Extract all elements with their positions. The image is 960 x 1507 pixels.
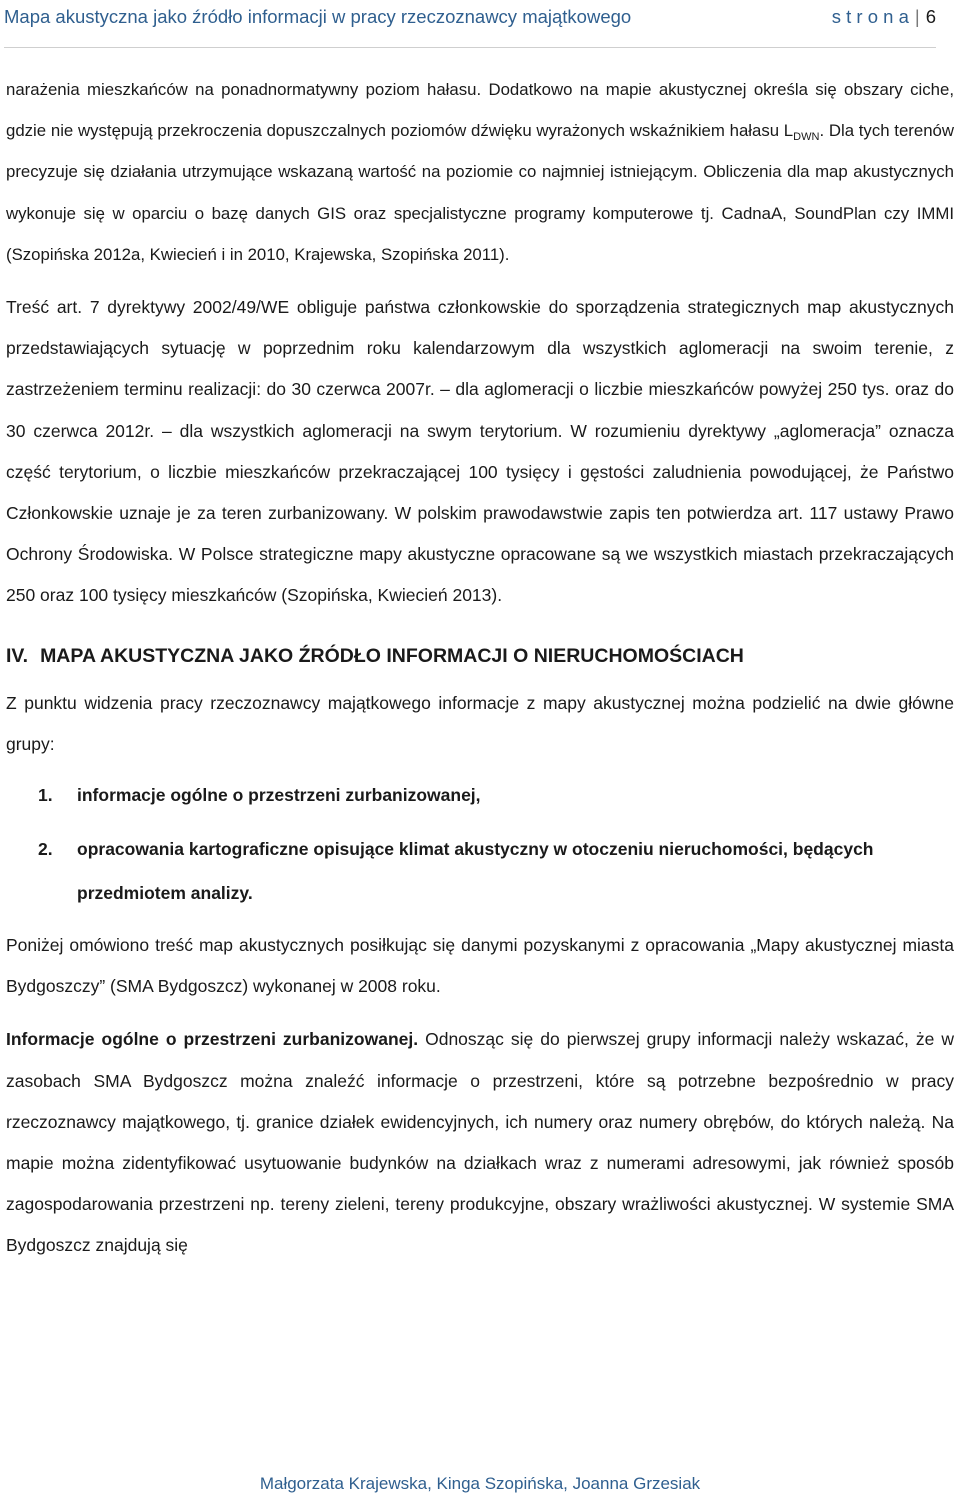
section-heading xyxy=(6,635,954,677)
page-separator: | xyxy=(914,6,920,27)
page-label: s t r o n a xyxy=(831,6,909,27)
paragraph-2: Treść art. 7 dyrektywy 2002/49/WE obliguje państwa członkowskie do sporządzenia strategicznych map akustycznych przedstawiających sytuację w poprzednim roku kalendarzowym dla wszystkich aglomeracji na swoim terenie, z zastrzeżeniem terminu realizacji: do 30 czerwca 2007r. – dla aglomeracji o liczbie mieszkańców powyżej 250 tys. oraz do 30 czerwca 2012r. – dla wszystkich aglomeracji na swym terytorium. W rozumieniu dyrektywy „aglomeracja” oznacza część terytorium, o liczbie mieszkańców przekraczającej 100 tysięcy i gęstości zaludnienia powodującej, że Państwo Członkowskie uznaje je za teren zurbanizowany. W polskim prawodawstwie zapis ten potwierdza art. 117 ustawy Prawo Ochrony Środowiska. W Polsce strategiczne mapy akustyczne opracowane są we wszystkich miastach przekraczających 250 oraz 100 tysięcy mieszkańców (Szopińska, Kwiecień 2013). xyxy=(6,297,954,606)
list-item-number: 2. xyxy=(38,839,53,860)
page-body xyxy=(6,69,954,1267)
paragraph-4: Poniżej omówiono treść map akustycznych posiłkując się danymi pozyskanymi z opracowania „Mapy akustycznej miasta Bydgoszczy” (SMA Bydgoszcz) wykonanej w 2008 roku. xyxy=(6,935,954,997)
section-title: MAPA AKUSTYCZNA JAKO ŹRÓDŁO INFORMACJI O NIERUCHOMOŚCIACH xyxy=(40,644,744,667)
paragraph-5-lead: Informacje ogólne o przestrzeni zurbanizowanej. xyxy=(6,1029,419,1050)
running-title: Mapa akustyczna jako źródło informacji w pracy rzeczoznawcy majątkowego xyxy=(4,6,632,27)
paragraph-3: Z punktu widzenia pracy rzeczoznawcy majątkowego informacje z mapy akustycznej można podzielić na dwie główne grupy: xyxy=(6,692,954,754)
page-footer: Małgorzata Krajewska, Kinga Szopińska, Joanna Grzesiak xyxy=(259,1474,701,1493)
paragraph-1-text-a: narażenia mieszkańców na ponadnormatywny poziom hałasu. Dodatkowo na mapie akustycznej określa się obszary ciche, gdzie nie występują przekroczenia dopuszczalnych poziomów dźwięku wyrażonych wskaźnikiem hałasu L xyxy=(6,80,954,141)
group-list xyxy=(6,773,954,915)
list-item-number: 1. xyxy=(38,785,53,806)
list-item-text: informacje ogólne o przestrzeni zurbanizowanej, xyxy=(77,785,481,806)
noise-indicator-subscript: DWN xyxy=(793,131,820,144)
paragraph-5 xyxy=(6,1019,954,1266)
list-item-text: opracowania kartograficzne opisujące klimat akustyczny w otoczeniu nieruchomości, będących przedmiotem analizy. xyxy=(77,839,874,904)
list-item xyxy=(6,773,954,817)
paragraph-5-text: Odnosząc się do pierwszej grupy informacji należy wskazać, że w zasobach SMA Bydgoszcz można znaleźć informacje o przestrzeni, które są potrzebne bezpośrednio w pracy rzeczoznawcy majątkowego, tj. granice działek ewidencyjnych, ich numery oraz numery obrębów, do których należą. Na mapie można zidentyfikować usytuowanie budynków na działkach wraz z numerami adresowymi, jak również sposób zagospodarowania przestrzeni np. tereny zieleni, tereny produkcyjne, obszary wrażliwości akustycznej. W systemie SMA Bydgoszcz znajdują się xyxy=(6,1029,954,1256)
paragraph-1 xyxy=(6,69,954,275)
page-header xyxy=(4,0,936,48)
page-number: 6 xyxy=(925,6,936,27)
section-number: IV. xyxy=(6,644,29,667)
list-item xyxy=(6,827,954,915)
paragraph-1-text-b: . Dla tych terenów precyzuje się działania utrzymujące wskazaną wartość na poziomie co najmniej istniejącym. Obliczenia dla map akustycznych wykonuje się w oparciu o bazę danych GIS oraz specjalistyczne programy komputerowe tj. CadnaA, SoundPlan czy IMMI (Szopińska 2012a, Kwiecień i in 2010, Krajewska, Szopińska 2011). xyxy=(6,121,954,264)
page-indicator xyxy=(832,6,936,28)
